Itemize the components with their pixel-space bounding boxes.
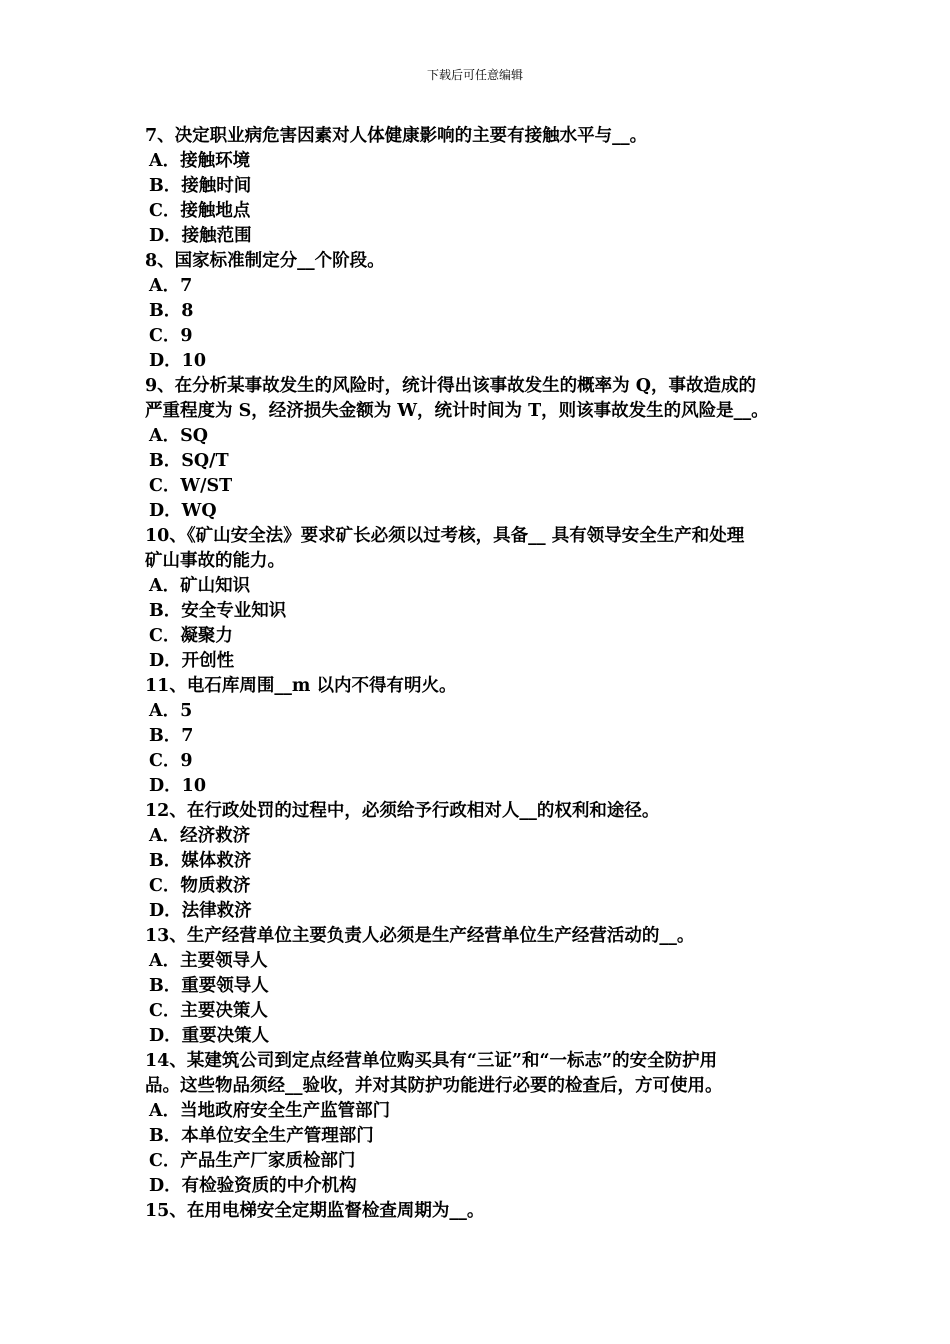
question-block (145, 1049, 810, 1199)
answer-option: D．有检验资质的中介机构 (149, 1176, 357, 1196)
question-block (145, 524, 810, 674)
answer-option: A．7 (149, 276, 193, 296)
page-header: 下载后可任意编辑 (426, 68, 523, 82)
answer-option: C．接触地点 (149, 201, 251, 221)
question-text: 7、决定职业病危害因素对人体健康影响的主要有接触水平与__。 (145, 126, 648, 146)
question-text: 8、国家标准制定分__个阶段。 (145, 251, 385, 271)
question-list (145, 124, 810, 1224)
answer-option: D．重要决策人 (149, 1026, 270, 1046)
question-text: 13、生产经营单位主要负责人必须是生产经营单位生产经营活动的__。 (145, 926, 695, 946)
question-block (145, 924, 810, 1049)
answer-option: A．主要领导人 (149, 951, 268, 971)
answer-option: B．SQ/T (149, 451, 229, 471)
answer-option: D．开创性 (149, 651, 235, 671)
question-text: 严重程度为 S，经济损失金额为 W，统计时间为 T，则该事故发生的风险是__。 (145, 401, 769, 421)
answer-option: B．7 (149, 726, 194, 746)
question-block (145, 249, 810, 374)
answer-option: C．9 (149, 751, 193, 771)
question-block (145, 124, 810, 249)
answer-option: D．WQ (149, 501, 217, 521)
answer-option: C．凝聚力 (149, 626, 233, 646)
answer-option: A．矿山知识 (149, 576, 251, 596)
question-text: 15、在用电梯安全定期监督检查周期为__。 (145, 1201, 485, 1221)
answer-option: B．安全专业知识 (149, 601, 287, 621)
answer-option: B．8 (149, 301, 194, 321)
question-text: 矿山事故的能力。 (145, 551, 285, 571)
answer-option: B．本单位安全生产管理部门 (149, 1126, 374, 1146)
answer-option: C．9 (149, 326, 193, 346)
answer-option: A．SQ (149, 426, 208, 446)
answer-option: D．10 (149, 351, 207, 371)
question-text: 14、某建筑公司到定点经营单位购买具有“三证”和“一标志”的安全防护用 (145, 1051, 718, 1071)
question-block (145, 374, 810, 524)
answer-option: C．物质救济 (149, 876, 251, 896)
question-text: 12、在行政处罚的过程中，必须给予行政相对人__的权利和途径。 (145, 801, 660, 821)
question-block (145, 799, 810, 924)
answer-option: C．产品生产厂家质检部门 (149, 1151, 356, 1171)
question-text: 11、电石库周围__m 以内不得有明火。 (145, 676, 457, 696)
answer-option: A．当地政府安全生产监管部门 (149, 1101, 391, 1121)
answer-option: A．经济救济 (149, 826, 251, 846)
answer-option: D．法律救济 (149, 901, 252, 921)
answer-option: C．主要决策人 (149, 1001, 268, 1021)
question-text: 9、在分析某事故发生的风险时，统计得出该事故发生的概率为 Q，事故造成的 (145, 376, 757, 396)
question-text: 品。这些物品须经__验收，并对其防护功能进行必要的检查后，方可使用。 (145, 1076, 723, 1096)
question-block (145, 674, 810, 799)
answer-option: A．5 (149, 701, 193, 721)
answer-option: C．W/ST (149, 476, 233, 496)
question-block (145, 1199, 810, 1224)
answer-option: B．接触时间 (149, 176, 252, 196)
answer-option: B．重要领导人 (149, 976, 269, 996)
answer-option: A．接触环境 (149, 151, 251, 171)
answer-option: B．媒体救济 (149, 851, 252, 871)
answer-option: D．接触范围 (149, 226, 252, 246)
answer-option: D．10 (149, 776, 207, 796)
question-text: 10、《矿山安全法》要求矿长必须以过考核，具备__ 具有领导安全生产和处理 (145, 526, 745, 546)
